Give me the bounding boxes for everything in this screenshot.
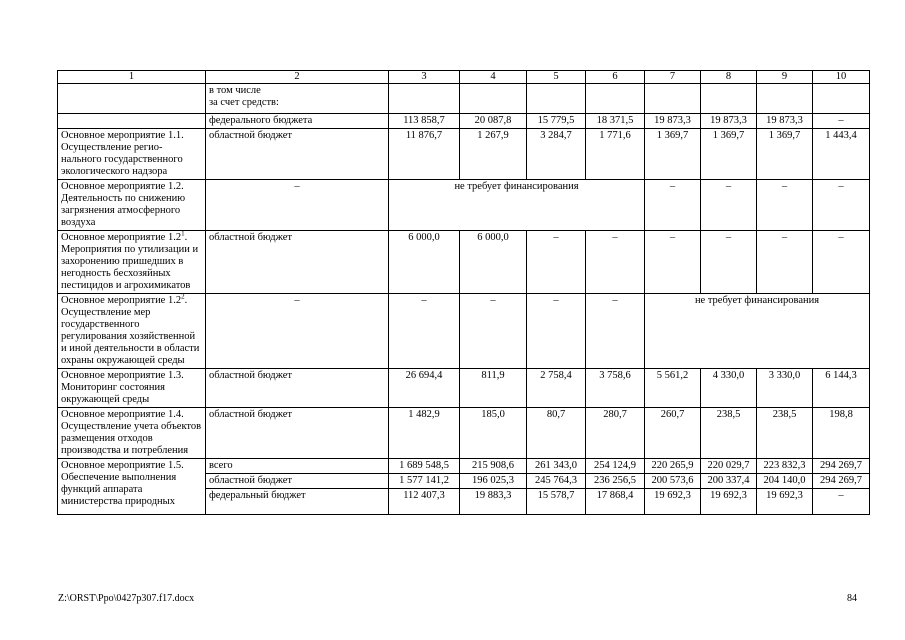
source-cell: федеральный бюджет — [206, 489, 389, 515]
value-cell: 1 369,7 — [645, 129, 701, 180]
superscript: 2 — [181, 292, 185, 301]
value-cell: 1 577 141,2 — [389, 474, 460, 489]
value-cell — [527, 84, 586, 114]
activity-cell — [58, 114, 206, 129]
value-cell: 80,7 — [527, 408, 586, 459]
value-cell: 19 692,3 — [701, 489, 757, 515]
value-cell: 19 692,3 — [757, 489, 813, 515]
value-cell: 18 371,5 — [586, 114, 645, 129]
value-cell: 260,7 — [645, 408, 701, 459]
header-cell: 2 — [206, 71, 389, 84]
value-cell: 294 269,7 — [813, 459, 870, 474]
value-cell: 238,5 — [701, 408, 757, 459]
header-cell: 7 — [645, 71, 701, 84]
activity-cell: Основное мероприятие 1.3. Мониторинг состояния окружающей среды — [58, 369, 206, 408]
source-cell: – — [206, 180, 389, 231]
value-cell: 1 689 548,5 — [389, 459, 460, 474]
value-cell: – — [757, 231, 813, 294]
source-cell: областной бюджет — [206, 408, 389, 459]
value-cell: 1 482,9 — [389, 408, 460, 459]
value-cell: 2 758,4 — [527, 369, 586, 408]
value-cell: 200 573,6 — [645, 474, 701, 489]
value-cell: – — [813, 489, 870, 515]
value-cell: – — [813, 231, 870, 294]
value-cell: 220 265,9 — [645, 459, 701, 474]
source-cell: всего — [206, 459, 389, 474]
value-cell: 238,5 — [757, 408, 813, 459]
header-cell: 4 — [460, 71, 527, 84]
value-cell: 200 337,4 — [701, 474, 757, 489]
activity-cell: Основное мероприятие 1.5. Обеспечение выполнения функций аппарата министерства природных — [58, 459, 206, 515]
table-row — [58, 294, 870, 369]
value-cell: – — [701, 231, 757, 294]
value-cell: 811,9 — [460, 369, 527, 408]
value-cell: 17 868,4 — [586, 489, 645, 515]
source-cell: – — [206, 294, 389, 369]
value-cell: – — [813, 180, 870, 231]
value-cell: 254 124,9 — [586, 459, 645, 474]
value-cell: 19 873,3 — [701, 114, 757, 129]
value-cell: 1 369,7 — [701, 129, 757, 180]
header-cell: 1 — [58, 71, 206, 84]
value-cell: – — [813, 114, 870, 129]
activity-cell: Основное мероприятие 1.1. Осуществление регио- нального государственного экологического надзора — [58, 129, 206, 180]
value-cell: 3 284,7 — [527, 129, 586, 180]
activity-text: Основное мероприятие 1.2 — [61, 232, 182, 243]
value-cell: 236 256,5 — [586, 474, 645, 489]
value-cell: 196 025,3 — [460, 474, 527, 489]
source-cell: областной бюджет — [206, 129, 389, 180]
value-cell: – — [645, 180, 701, 231]
value-cell: 1 443,4 — [813, 129, 870, 180]
value-cell: 223 832,3 — [757, 459, 813, 474]
activity-text: . Осуществление мер государственного регулирования хозяйственной и иной деятельности в области охраны окружающей среды — [61, 295, 200, 366]
value-cell: 198,8 — [813, 408, 870, 459]
table-row — [58, 114, 870, 129]
source-cell: областной бюджет — [206, 369, 389, 408]
activity-text: Основное мероприятие 1.2 — [61, 295, 182, 306]
value-cell: 245 764,3 — [527, 474, 586, 489]
value-cell: 6 000,0 — [389, 231, 460, 294]
value-cell: 1 369,7 — [757, 129, 813, 180]
source-cell: областной бюджет — [206, 474, 389, 489]
value-cell — [586, 84, 645, 114]
table-row — [58, 408, 870, 459]
value-cell — [389, 84, 460, 114]
value-cell: – — [757, 180, 813, 231]
activity-cell — [58, 84, 206, 114]
value-cell: 11 876,7 — [389, 129, 460, 180]
page-number: 84 — [847, 593, 857, 604]
value-cell: 3 330,0 — [757, 369, 813, 408]
value-cell: – — [586, 294, 645, 369]
header-cell: 8 — [701, 71, 757, 84]
source-cell: областной бюджет — [206, 231, 389, 294]
value-cell: 220 029,7 — [701, 459, 757, 474]
value-cell: – — [460, 294, 527, 369]
value-cell: 204 140,0 — [757, 474, 813, 489]
value-cell: 280,7 — [586, 408, 645, 459]
value-cell: 261 343,0 — [527, 459, 586, 474]
value-cell — [701, 84, 757, 114]
value-cell: 4 330,0 — [701, 369, 757, 408]
header-row — [58, 71, 870, 84]
value-cell: 19 873,3 — [645, 114, 701, 129]
value-cell: – — [389, 294, 460, 369]
superscript: 1 — [181, 229, 185, 238]
budget-table — [57, 70, 870, 515]
value-cell: – — [586, 231, 645, 294]
value-cell: 20 087,8 — [460, 114, 527, 129]
value-cell: 26 694,4 — [389, 369, 460, 408]
value-cell: 5 561,2 — [645, 369, 701, 408]
activity-cell: Основное мероприятие 1.4. Осуществление учета объектов размещения отходов производства и потребления — [58, 408, 206, 459]
value-cell: 6 144,3 — [813, 369, 870, 408]
table-row — [58, 180, 870, 231]
value-cell: 6 000,0 — [460, 231, 527, 294]
activity-cell: Основное мероприятие 1.2. Деятельность по снижению загрязнения атмосферного воздуха — [58, 180, 206, 231]
activity-cell — [58, 231, 206, 294]
value-cell — [813, 84, 870, 114]
header-cell: 3 — [389, 71, 460, 84]
value-cell: 15 578,7 — [527, 489, 586, 515]
value-cell: – — [645, 231, 701, 294]
merged-note-cell: не требует финансирования — [645, 294, 870, 369]
table-row — [58, 84, 870, 114]
value-cell: 294 269,7 — [813, 474, 870, 489]
value-cell: 15 779,5 — [527, 114, 586, 129]
table-row — [58, 459, 870, 474]
value-cell: 1 267,9 — [460, 129, 527, 180]
source-cell: федерального бюджета — [206, 114, 389, 129]
header-cell: 9 — [757, 71, 813, 84]
activity-cell — [58, 294, 206, 369]
header-cell: 6 — [586, 71, 645, 84]
value-cell: 19 692,3 — [645, 489, 701, 515]
value-cell: 1 771,6 — [586, 129, 645, 180]
merged-note-cell: не требует финансирования — [389, 180, 645, 231]
value-cell — [645, 84, 701, 114]
table-row — [58, 231, 870, 294]
value-cell: 185,0 — [460, 408, 527, 459]
value-cell: 19 873,3 — [757, 114, 813, 129]
source-cell: в том числе за счет средств: — [206, 84, 389, 114]
value-cell — [757, 84, 813, 114]
value-cell: 113 858,7 — [389, 114, 460, 129]
header-cell: 5 — [527, 71, 586, 84]
value-cell: – — [527, 294, 586, 369]
table-row — [58, 369, 870, 408]
value-cell: 19 883,3 — [460, 489, 527, 515]
value-cell: 3 758,6 — [586, 369, 645, 408]
value-cell: – — [527, 231, 586, 294]
value-cell: 215 908,6 — [460, 459, 527, 474]
header-cell: 10 — [813, 71, 870, 84]
footer-file-path: Z:\ORST\Ppo\0427p307.f17.docx — [58, 593, 195, 604]
table-row — [58, 129, 870, 180]
activity-text: . Мероприятия по утилизации и захоронению пришедших в негодность бесхозяйных пестицидов и агрохимикатов — [61, 232, 199, 291]
value-cell: 112 407,3 — [389, 489, 460, 515]
value-cell: – — [701, 180, 757, 231]
value-cell — [460, 84, 527, 114]
